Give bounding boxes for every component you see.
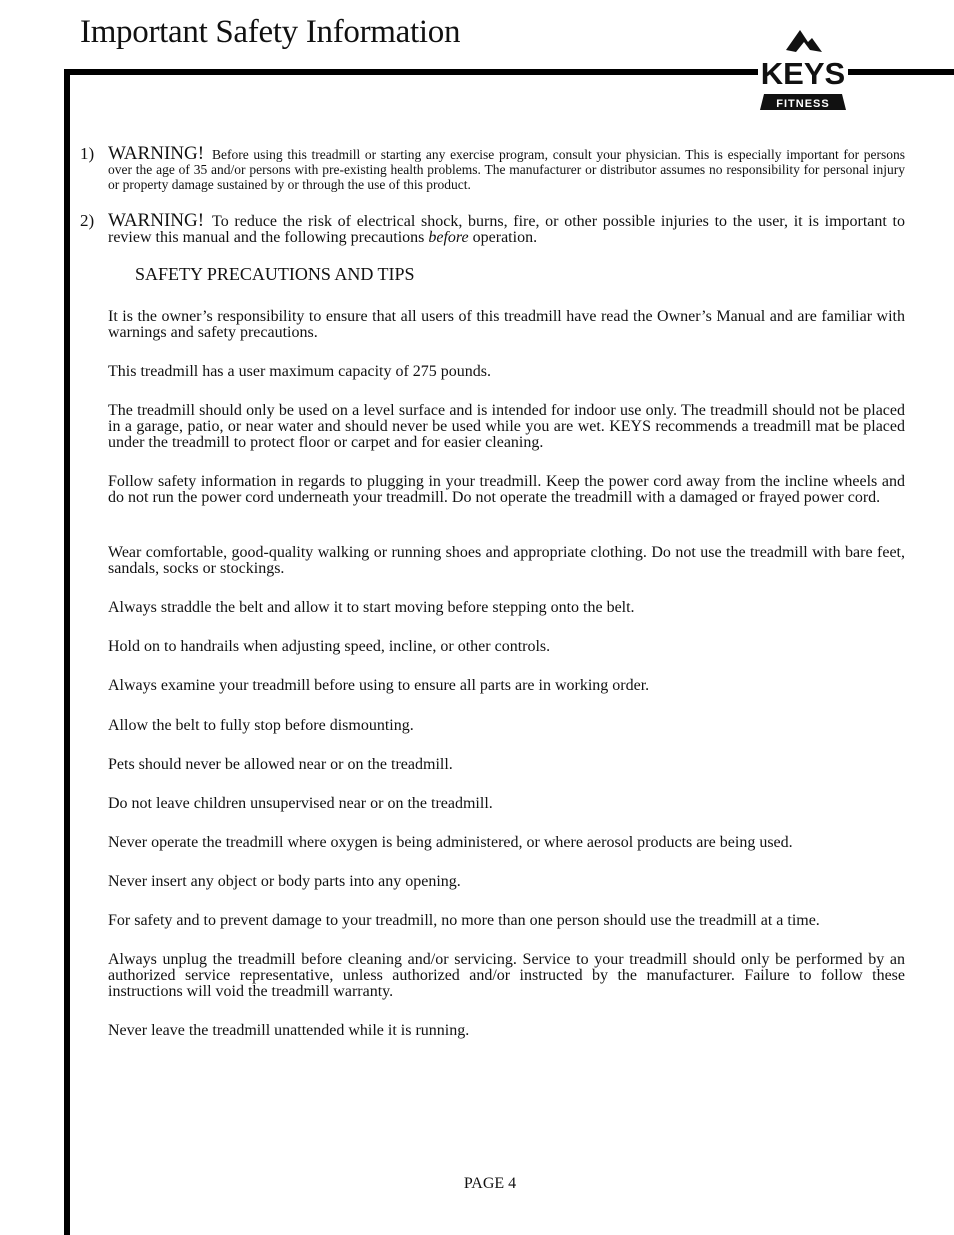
logo-wordmark: KEYS	[760, 56, 846, 91]
warning-text: Before using this treadmill or starting any exercise program, consult your physician. This is especially important for persons over the age of 35 and/or persons with pre-existing health problems. The manufacturer or distributor assumes no responsibility for personal injury or property damage sustained by or through the use of this product.	[108, 147, 905, 192]
page-number: PAGE 4	[463, 1175, 517, 1192]
warning-label: WARNING!	[108, 143, 205, 164]
keys-fitness-logo	[758, 26, 848, 114]
precaution-item: Allow the belt to fully stop before dismounting.	[108, 717, 414, 734]
precaution-item: This treadmill has a user maximum capacity of 275 pounds.	[108, 363, 492, 380]
precaution-item: Never operate the treadmill where oxygen is being administered, or where aerosol products are being used.	[108, 834, 793, 851]
warning-1	[80, 143, 905, 192]
precaution-item: Never insert any object or body parts into any opening.	[108, 873, 461, 890]
warning-number: 2)	[80, 211, 95, 230]
warning-label: WARNING!	[108, 210, 205, 231]
precaution-item: Never leave the treadmill unattended while it is running.	[108, 1022, 470, 1039]
precaution-item: Do not leave children unsupervised near or on the treadmill.	[108, 795, 493, 812]
precaution-item: Wear comfortable, good-quality walking or running shoes and appropriate clothing. Do not use the treadmill with bare feet, sandals, socks or stockings.	[108, 544, 905, 577]
precaution-item: It is the owner’s responsibility to ensure that all users of this treadmill have read the Owner’s Manual and are familiar with warnings and safety precautions.	[108, 308, 905, 341]
logo-subtext: FITNESS	[776, 98, 830, 110]
precaution-item: Always unplug the treadmill before cleaning and/or servicing. Service to your treadmill should only be performed by an authorized service representative, unless authorized and/or instructed by the manufacturer. Failure to follow these instructions will void the treadmill warranty.	[108, 951, 905, 1000]
warning-number: 1)	[80, 144, 95, 163]
precaution-item: Hold on to handrails when adjusting speed, incline, or other controls.	[108, 638, 551, 655]
warning-text-emphasis: before	[428, 229, 469, 246]
header-rule-right	[848, 69, 954, 75]
precaution-item: Follow safety information in regards to plugging in your treadmill. Keep the power cord away from the incline wheels and do not run the power cord underneath your treadmill. Do not operate the treadmill with a damaged or frayed power cord.	[108, 473, 905, 506]
precaution-item: Pets should never be allowed near or on the treadmill.	[108, 756, 453, 773]
precaution-item: Always examine your treadmill before using to ensure all parts are in working order.	[108, 677, 650, 694]
precaution-item: Always straddle the belt and allow it to start moving before stepping onto the belt.	[108, 599, 635, 616]
left-margin-rule	[64, 69, 70, 1235]
warning-2	[80, 210, 905, 246]
warning-text-end: operation.	[472, 229, 538, 246]
precaution-item: For safety and to prevent damage to your treadmill, no more than one person should use the treadmill at a time.	[108, 912, 820, 929]
page-title: Important Safety Information	[80, 14, 461, 50]
section-heading: SAFETY PRECAUTIONS AND TIPS	[135, 264, 415, 284]
precaution-item: The treadmill should only be used on a level surface and is intended for indoor use only. The treadmill should not be placed in a garage, patio, or near water and should never be used while you are wet. KEYS recommends a treadmill mat be placed under the treadmill to protect floor or carpet and for easier cleaning.	[108, 402, 905, 451]
warning-text: To reduce the risk of electrical shock, burns, fire, or other possible injuries to the user, it is important to review this manual and the following precautions	[108, 213, 905, 246]
header-rule	[64, 69, 758, 75]
